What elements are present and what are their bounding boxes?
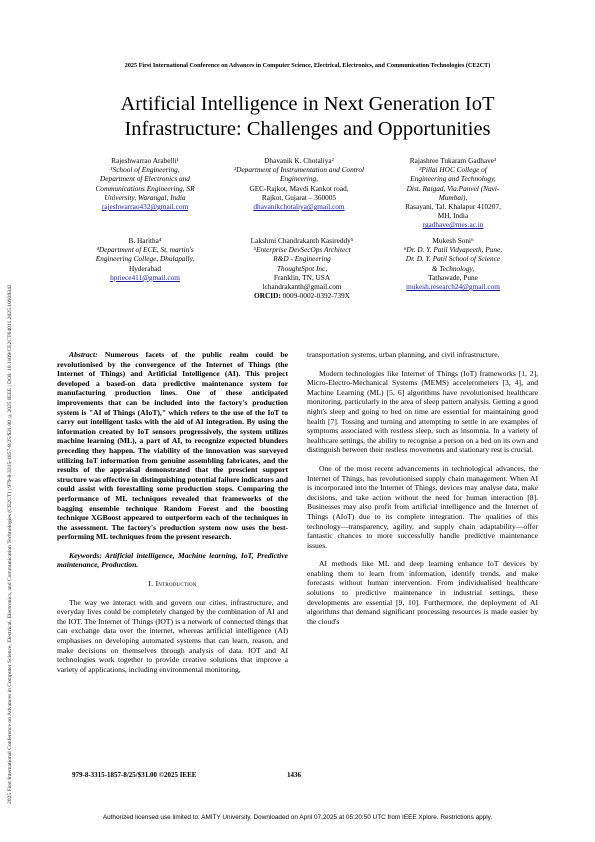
author-3 [388, 156, 518, 230]
author-address: Hyderabad [128, 263, 161, 273]
author-4 [70, 236, 220, 282]
author-email-link[interactable]: rajeshwarrao432@gmail.com [101, 202, 189, 212]
author-affiliation: ⁵Enterprise DevSecOps Architect [253, 245, 351, 255]
author-affiliation: University, Warangal, India [104, 192, 186, 202]
author-name: Lakshmi Chandrakanth Kasireddy⁵ [250, 236, 354, 245]
author-5 [222, 236, 382, 300]
author-1 [70, 156, 220, 211]
author-orcid [222, 291, 382, 300]
author-name: B. Haritha⁴ [128, 236, 162, 245]
author-affiliation: ³Pillai HOC College of [419, 165, 487, 175]
footer-isbn: 979-8-3315-1857-8/25/$31.00 ©2025 IEEE [72, 771, 197, 779]
body-paragraph: transportation systems, urban planning, and civil infrastructure. [307, 350, 500, 359]
paper-title [40, 92, 575, 142]
author-affiliation: Engineering College, Dhulapally, [95, 254, 195, 264]
author-affiliation: ⁴Department of ECE, St. martin's [96, 245, 194, 255]
body-paragraph: AI methods like ML and deep learning enhance IoT devices by enabling them to learn from information, identify trends, and make forecasts without human intervention. From individualised healthcare solutions to predictive maintenance in industrial settings, these developments are essential [9, 10]. Furthermore, the deployment of AI algorithms that demand significant processing resources is made easier by the cloud's [307, 559, 538, 626]
author-affiliation: ¹School of Engineering, [110, 165, 180, 175]
intro-paragraph: The way we interact with and govern our cities, infrastructure, and everyday lives could be completely changed by the combination of AI and the IOT. The Internet of Things (IOT) is a network of connected things that can exchange data over the internet, whereas artificial intelligence (AI) emphasises on developing automated systems that can learn, reason, and make decisions on themselves through analysis of data. IOT and AI technologies work together to provide creative solutions that improve a variety of applications, including environmental monitoring, [57, 597, 288, 674]
section-heading-introduction: I. Introduction [148, 579, 197, 589]
author-email-link[interactable]: hpriece411@gmail.com [110, 272, 180, 282]
author-affiliation: Communications Engineering, SR [95, 183, 195, 193]
title-line-1: Artificial Intelligence in Next Generation IoT [120, 93, 495, 115]
author-address: Tathawade, Pune [428, 272, 478, 282]
author-address: Franklin, TN, USA [273, 272, 331, 282]
keywords-label: Keywords: [69, 550, 102, 560]
author-affiliation: ²Department of Instrumentation and Control [233, 165, 364, 175]
author-affiliation: Dr. D. Y. Patil School of Science [405, 254, 501, 264]
body-paragraph: One of the most recent advancements in technological advances, the Internet of Things, has revolutionised supply chain management. When AI is incorporated into the Internet of Things, devices may analyse data, make decisions, and take action without the need for human interaction [8]. Businesses may also profit from artificial intelligence and the Internet of Things (AIoT) due to its complete integration. The qualities of this technology—transparency, agility, and supply chain adaptability—offer fantastic chances to more successfully handle predictive maintenance issues. [307, 463, 538, 550]
author-email-link[interactable]: mukesh.research24@gmail.com [406, 282, 500, 292]
left-column [57, 350, 288, 683]
authorized-use-notice: Authorized licensed use limited to: AMITY University. Downloaded on April 07,2025 at 05:20:50 UTC from IEEE Xplore. Restrictions apply. [102, 814, 493, 821]
author-affiliation: ThoughtSpot Inc, [276, 263, 328, 273]
abstract [57, 350, 288, 542]
author-affiliation: Department of Electronics and [100, 174, 190, 184]
author-address: lchandrakanth@gmail.com [262, 282, 342, 292]
right-column [307, 350, 538, 635]
author-affiliation: & Technology, [431, 263, 475, 273]
author-email-link[interactable]: rgadhave@mes.ac.in [422, 220, 484, 230]
keywords-text: Artificial intelligence, Machine learning, IoT, Predictive maintenance, Production. [57, 550, 288, 570]
page-number: 1436 [287, 771, 301, 779]
orcid-label: ORCID: [254, 291, 281, 301]
side-citation-strip: 2025 First International Conference on Advances in Computer Science, Electrical, Electronics, and Communication Technologies (CE2CT) | 979-8-3315-1857-8/25/$31.00 ©2025 IEEE | DOI: 10.1109/CE2CT64011.2025.10939342 [7, 284, 13, 804]
author-address: Rasayani, Tal. Khalapur 410207, [405, 202, 501, 212]
author-name: Rajeshwarrao Arabelli¹ [111, 156, 179, 165]
author-address: MH, India [437, 211, 469, 221]
conference-header: 2025 First International Conference on Advances in Computer Science, Electrical, Electronics, and Communication Technologies (CE2CT) [124, 62, 491, 69]
author-affiliation: Engineering, [280, 174, 318, 184]
abstract-text: Numerous facets of the public realm could be revolutionised by the convergence of the Internet of Things (the Internet of Things) and Artificial Intelligence (AI). This project developed a based-on data predictive maintenance system for manufacturing production lines. One of these anticipated improvements that can be included into the factory's production system is "AI of Things (AIoT)," which refers to the use of the IoT to carry out intelligent tasks with the aid of AI integration. By using the information created by IoT sensors progressively, the system utilizes machine learning (ML), a part of AI, to recognize expected blunders preceding they happen. The viability of the innovation was surveyed utilizing IoT information from genuine assembling fabricates, and the results of the appraisal demonstrated that the prescient support structure was effective in distinguishing potential failure indicators and could assist with forestalling some production stops. Comparing the performance of ML techniques revealed that frameworks of the bagging ensemble technique Random Forest and the boosting technique XGBoost appeared to outperform each of the techniques in the assessment. The factory's production system now uses the best-performing ML techniques from the present research. [57, 350, 288, 542]
author-6 [388, 236, 518, 291]
author-affiliation: R&D - Engineering [273, 254, 331, 264]
author-address: Rajkot, Gujarat – 360005 [261, 192, 337, 202]
author-email-link[interactable]: dhavanikchotaliya@gmail.com [253, 202, 345, 212]
author-affiliation: Dist. Raigad, Via.Panvel (Navi- [406, 183, 500, 193]
keywords [57, 551, 288, 570]
author-affiliation: ⁶Dr. D. Y. Patil Vidyapeeth, Pune, [403, 245, 503, 255]
author-name: Dhavanik K. Chotaliya² [264, 156, 334, 165]
author-affiliation: Mumbai), [438, 192, 468, 202]
author-2 [214, 156, 384, 211]
author-address: GEC-Rajkot, Mavdi Kankot road, [249, 183, 349, 193]
orcid-value: 0009-0002-0392-739X [280, 291, 350, 301]
author-affiliation: Engineering and Technology, [410, 174, 496, 184]
author-name: Mukesh Soni⁶ [432, 236, 474, 245]
title-line-2: Infrastructure: Challenges and Opportunities [124, 118, 491, 140]
abstract-label: Abstract: [69, 350, 98, 359]
body-paragraph: Modern technologies like Internet of Things (IoT) frameworks [1, 2], Micro-Electro-Mechanical Systems (MEMS) accelerometers [3, 4], and Machine Learning (ML) [5, 6] algorithms have revolutionised healthcare monitoring, particularly in the area of sleep pattern analysis. Getting a good night's sleep and going to bed on time are essential for maintaining good health [7]. Tossing and turning and attempting to settle in are examples of symptoms associated with restless sleep, such as insomnia. In a variety of healthcare settings, the ability to recognise a person on a bed on its own and distinguish between their restless movements and stationary rest is crucial. [307, 368, 538, 455]
author-name: Rajashree Tukaram Gadhave³ [409, 156, 497, 165]
